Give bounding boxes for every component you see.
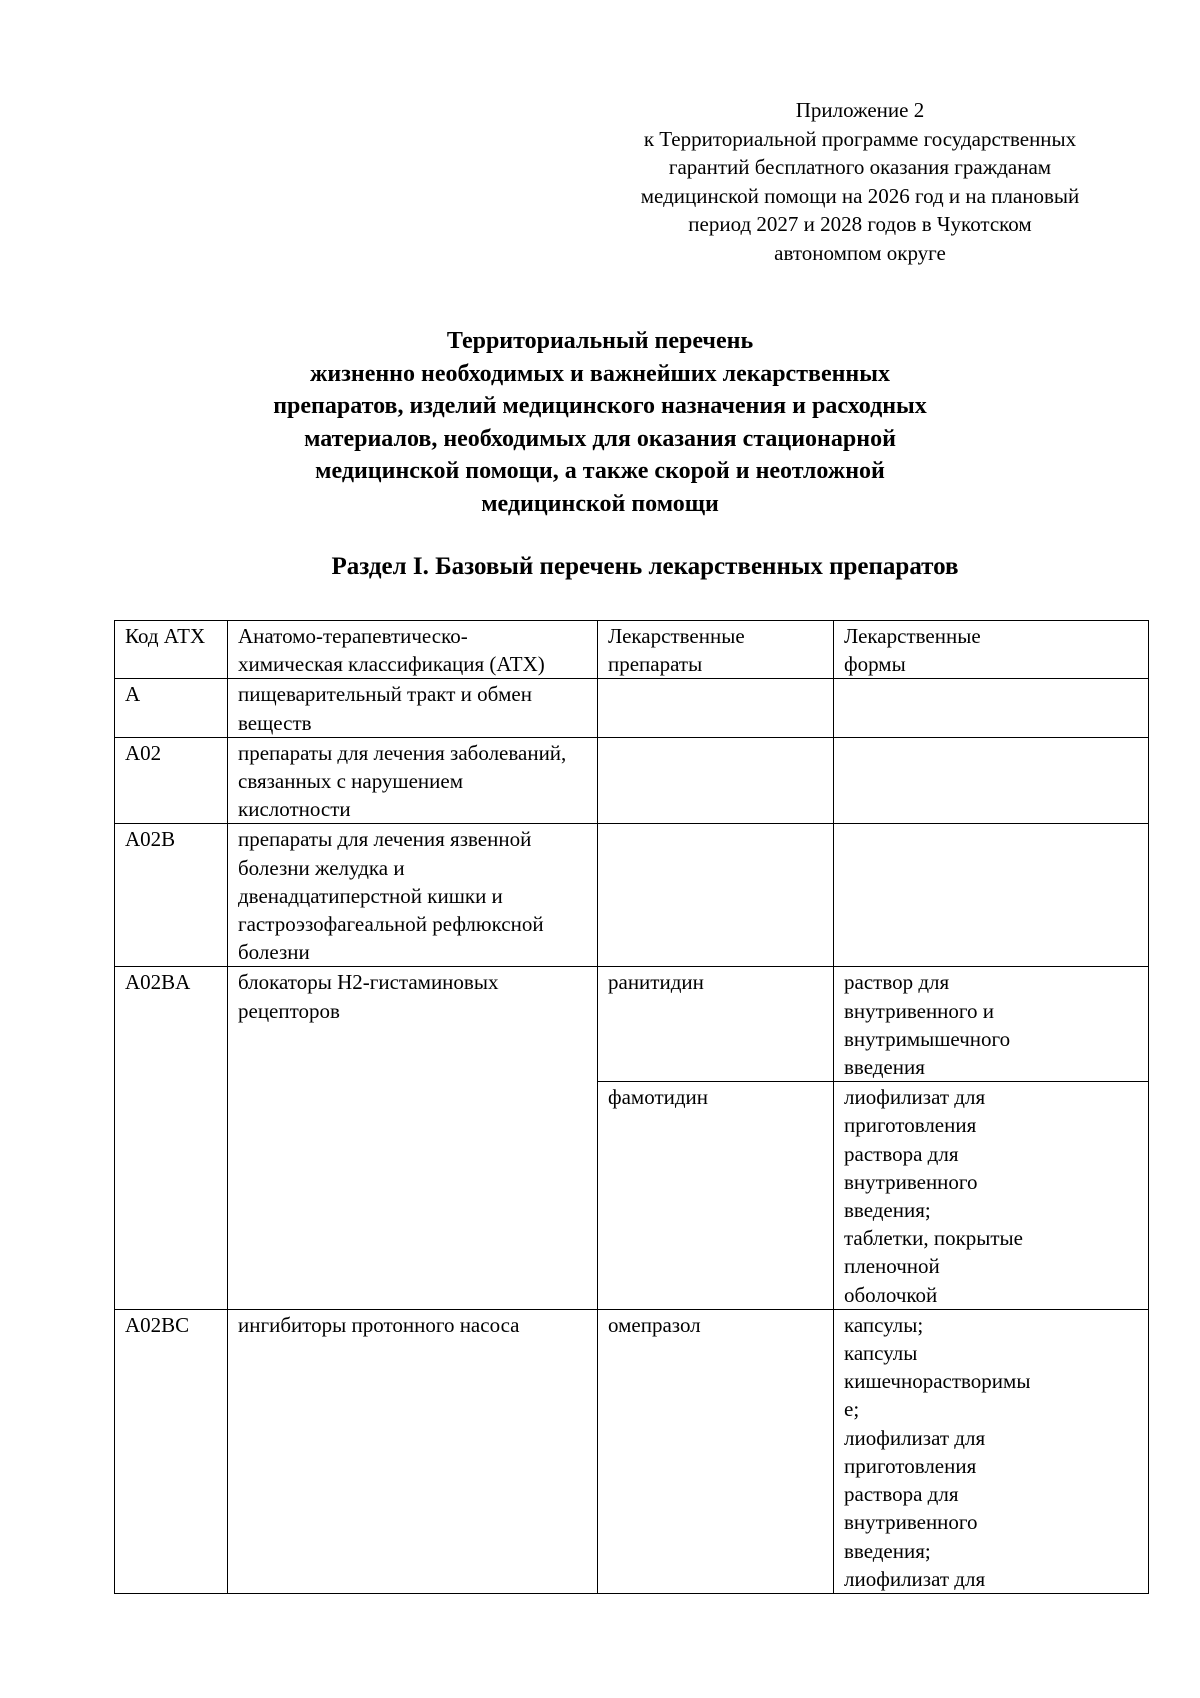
header-forms-cell (834, 621, 1149, 679)
appendix-line: автономпом округе (774, 240, 946, 265)
header-atc-cell (228, 621, 598, 679)
header-code: Код АТХ (125, 624, 206, 648)
atc-line: препараты для лечения язвенной (238, 827, 532, 852)
form-line: введения; (844, 1538, 931, 1563)
appendix-line: к Территориальной программе государственных (643, 126, 1077, 151)
form-line: лиофилизат для (844, 1566, 986, 1591)
atc-line: пищеварительный тракт и обмен (238, 682, 532, 707)
appendix-line: Приложение 2 (795, 98, 925, 122)
atc-line: гастроэзофагеальной рефлюксной (238, 912, 544, 937)
atc-line: препараты для лечения заболеваний, (238, 740, 567, 765)
atc-line: веществ (238, 710, 312, 735)
drugs-cell (598, 737, 834, 824)
atc-line: ингибиторы протонного насоса (238, 1312, 520, 1337)
form-line: раствор для (844, 970, 950, 995)
drug-name: фамотидин (608, 1085, 709, 1110)
code-cell (115, 679, 228, 737)
header-forms-line: Лекарственные (844, 624, 981, 648)
form-line: внутривенного и (844, 998, 994, 1023)
appendix-line: гарантий бесплатного оказания гражданам (668, 155, 1052, 179)
forms-cell (834, 737, 1149, 824)
atc-cell (228, 737, 598, 824)
form-line: раствора для (844, 1482, 959, 1507)
header-drugs-cell (598, 621, 834, 679)
atc-code: A02B (125, 827, 176, 852)
form-line: лиофилизат для (844, 1425, 986, 1450)
form-line: внутримышечного (844, 1026, 1011, 1051)
header-forms-line: формы (844, 652, 906, 677)
drugs-cell (598, 967, 834, 1082)
title-line: материалов, необходимых для оказания стационарной (304, 425, 896, 452)
form-line: капсулы (844, 1341, 918, 1366)
section-title: Раздел I. Базовый перечень лекарственных препаратов (331, 553, 959, 580)
drugs-cell (598, 679, 834, 737)
appendix-line: период 2027 и 2028 годов в Чукотском (688, 212, 1032, 236)
header-atc-line: Анатомо-терапевтическо- (238, 624, 468, 648)
forms-cell (834, 824, 1149, 967)
form-line: приготовления (844, 1113, 977, 1138)
drugs-cell (598, 1309, 834, 1593)
header-drugs-line: препараты (608, 652, 703, 677)
table-row (115, 737, 1149, 824)
atc-cell (228, 1309, 598, 1593)
table-row (115, 679, 1149, 737)
title-line: медицинской помощи (481, 490, 719, 517)
title-line: Территориальный перечень (446, 328, 754, 354)
atc-cell (228, 679, 598, 737)
atc-line: связанных с нарушением (238, 769, 464, 794)
atc-line: болезни желудка и (238, 855, 405, 880)
header-code-cell (115, 621, 228, 679)
code-cell (115, 967, 228, 1309)
forms-cell (834, 1309, 1149, 1593)
form-line: введения (844, 1055, 925, 1080)
header-atc-line: химическая классификация (АТХ) (238, 652, 545, 677)
table-header-row (115, 621, 1149, 679)
atc-line: блокаторы H2-гистаминовых (238, 970, 499, 995)
drug-list-table (114, 620, 1149, 1594)
form-line: кишечнорастворимы (844, 1369, 1031, 1394)
atc-line: кислотности (238, 797, 351, 822)
header-drugs-line: Лекарственные (608, 624, 745, 648)
atc-code: A02BA (125, 970, 191, 995)
drug-name: ранитидин (608, 970, 704, 995)
form-line: внутривенного (844, 1169, 978, 1194)
appendix-line: медицинской помощи на 2026 год и на плановый (640, 183, 1080, 208)
form-line: введения; (844, 1198, 931, 1223)
code-cell (115, 824, 228, 967)
form-line: оболочкой (844, 1282, 938, 1307)
form-line: таблетки, покрытые (844, 1226, 1023, 1251)
code-cell (115, 1309, 228, 1593)
form-line: е; (844, 1397, 860, 1422)
atc-code: A02 (125, 740, 162, 765)
atc-code: A02BC (125, 1312, 190, 1337)
forms-cell (834, 1082, 1149, 1310)
atc-cell (228, 967, 598, 1309)
atc-cell (228, 824, 598, 967)
atc-line: рецепторов (238, 998, 340, 1023)
form-line: пленочной (844, 1254, 940, 1279)
drug-name: омепразол (608, 1312, 701, 1337)
document-title (100, 325, 1100, 520)
atc-line: двенадцатиперстной кишки и (238, 883, 503, 908)
title-line: препаратов, изделий медицинского назначения и расходных (273, 393, 927, 419)
form-line: внутривенного (844, 1510, 978, 1535)
code-cell (115, 737, 228, 824)
atc-code: A (125, 682, 141, 707)
form-line: приготовления (844, 1453, 977, 1478)
atc-line: болезни (238, 940, 310, 965)
title-line: жизненно необходимых и важнейших лекарственных (310, 360, 890, 387)
form-line: лиофилизат для (844, 1085, 986, 1110)
table-row (115, 1309, 1149, 1593)
appendix-header (560, 96, 1160, 267)
table-row (115, 967, 1149, 1082)
drugs-cell (598, 824, 834, 967)
forms-cell (834, 967, 1149, 1082)
drugs-cell (598, 1082, 834, 1310)
form-line: капсулы; (844, 1312, 924, 1337)
form-line: раствора для (844, 1141, 959, 1166)
table-row (115, 824, 1149, 967)
forms-cell (834, 679, 1149, 737)
title-line: медицинской помощи, а также скорой и неотложной (315, 458, 885, 484)
